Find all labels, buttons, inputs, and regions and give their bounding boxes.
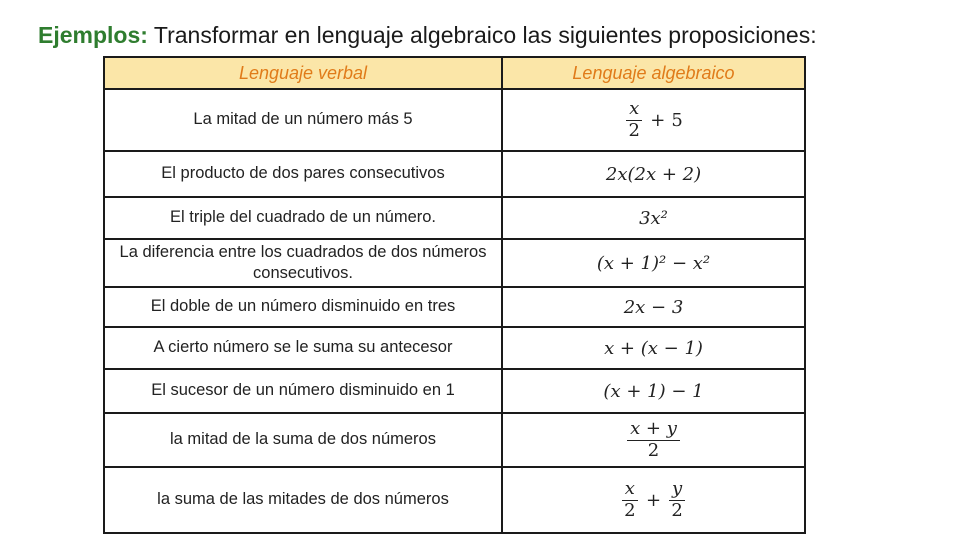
- verbal-cell: El sucesor de un número disminuido en 1: [105, 370, 503, 414]
- verbal-cell: La mitad de un número más 5: [105, 90, 503, 152]
- algebraic-cell: [503, 90, 804, 152]
- fraction-numerator: x + y: [627, 419, 680, 441]
- column-header-verbal: Lenguaje verbal: [105, 58, 503, 90]
- algebraic-cell: 2x − 3: [503, 288, 804, 328]
- fraction-denominator: 2: [628, 119, 640, 141]
- algebraic-cell: x + (x − 1): [503, 328, 804, 370]
- page-title: [38, 22, 817, 49]
- verbal-cell: la suma de las mitades de dos números: [105, 468, 503, 532]
- translation-table: [103, 56, 806, 534]
- verbal-cell: El doble de un número disminuido en tres: [105, 288, 503, 328]
- verbal-cell: El triple del cuadrado de un número.: [105, 198, 503, 240]
- fraction: [626, 99, 642, 141]
- fraction: [669, 479, 685, 521]
- algebraic-cell: 3x²: [503, 198, 804, 240]
- algebraic-cell: 2x(2x + 2): [503, 152, 804, 198]
- verbal-cell: A cierto número se le suma su antecesor: [105, 328, 503, 370]
- algebraic-cell: (x + 1) − 1: [503, 370, 804, 414]
- fraction-numerator: x: [622, 479, 638, 501]
- verbal-cell: la mitad de la suma de dos números: [105, 414, 503, 468]
- plus-sign: +: [645, 489, 662, 511]
- title-prefix: Ejemplos:: [38, 22, 148, 48]
- column-header-algebraic: Lenguaje algebraico: [503, 58, 804, 90]
- fraction: [622, 479, 638, 521]
- fraction-denominator: 2: [671, 499, 683, 521]
- algebraic-cell: [503, 468, 804, 532]
- algebraic-cell: (x + 1)² − x²: [503, 240, 804, 288]
- fraction-numerator: x: [626, 99, 642, 121]
- constant: 5: [671, 109, 683, 131]
- title-text: Transformar en lenguaje algebraico las siguientes proposiciones:: [147, 22, 817, 48]
- fraction: [627, 419, 680, 461]
- verbal-cell: El producto de dos pares consecutivos: [105, 152, 503, 198]
- fraction-denominator: 2: [624, 499, 636, 521]
- algebraic-cell: [503, 414, 804, 468]
- fraction-numerator: y: [669, 479, 685, 501]
- fraction-denominator: 2: [647, 439, 660, 461]
- verbal-cell: La diferencia entre los cuadrados de dos números consecutivos.: [105, 240, 503, 288]
- plus-sign: +: [650, 109, 666, 131]
